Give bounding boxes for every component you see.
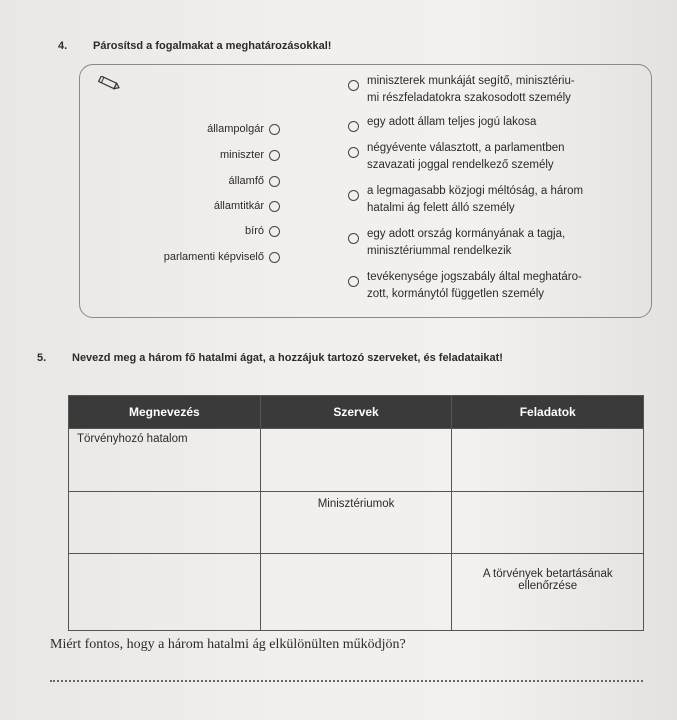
table-row — [69, 554, 644, 631]
term-allamfo: államfő — [228, 175, 264, 187]
cell-r1-name[interactable]: Törvényhozó hatalom — [69, 429, 261, 492]
header-megnevezes: Megnevezés — [69, 396, 261, 429]
def-circle-6[interactable] — [348, 276, 359, 287]
term-parlamenti-kepviselo: parlamenti képviselő — [163, 251, 264, 263]
definition-5: egy adott ország kormányának a tagja, minisztériummal rendelkezik — [367, 228, 566, 257]
task5-number: 5. — [37, 352, 47, 364]
term-allamtitkar: államtitkár — [213, 200, 264, 212]
header-szervek: Szervek — [260, 396, 452, 429]
branches-table — [68, 395, 644, 631]
answer-line[interactable] — [50, 680, 643, 682]
task4-instruction: Párosítsd a fogalmakat a meghatározásokkal! — [93, 40, 332, 52]
table-row — [69, 429, 644, 492]
cell-r2-organs[interactable]: Minisztériumok — [260, 492, 452, 554]
task4-number: 4. — [58, 40, 68, 52]
def-circle-1[interactable] — [348, 80, 359, 91]
term-biro: bíró — [245, 225, 264, 237]
cell-r3-tasks[interactable]: A törvények betartásának ellenőrzése — [452, 554, 644, 631]
term-miniszter: miniszter — [219, 149, 264, 161]
table-row — [69, 492, 644, 554]
cell-r1-tasks[interactable] — [452, 429, 644, 492]
essay-question: Miért fontos, hogy a három hatalmi ág elkülönülten működjön? — [50, 637, 406, 652]
task5-instruction: Nevezd meg a három fő hatalmi ágat, a hozzájuk tartozó szerveket, és feladataikat! — [72, 352, 503, 364]
definition-3: négyévente választott, a parlamentben szavazati joggal rendelkező személy — [367, 142, 565, 171]
definition-1: miniszterek munkáját segítő, minisztériu- mi részfeladatokra szakosodott személy — [367, 75, 575, 104]
cell-r3-organs[interactable] — [260, 554, 452, 631]
cell-r3-name[interactable] — [69, 554, 261, 631]
cell-r2-name[interactable] — [69, 492, 261, 554]
term-allampolgar: állampolgár — [207, 123, 264, 135]
term-circle-6[interactable] — [269, 252, 280, 263]
term-circle-5[interactable] — [269, 226, 280, 237]
def-circle-4[interactable] — [348, 190, 359, 201]
definition-2: egy adott állam teljes jogú lakosa — [367, 116, 537, 128]
pencil-icon — [97, 76, 121, 90]
term-circle-2[interactable] — [269, 150, 280, 161]
def-circle-3[interactable] — [348, 147, 359, 158]
def-circle-2[interactable] — [348, 121, 359, 132]
definition-6: tevékenysége jogszabály által meghatáro- zott, kormánytól független személy — [367, 271, 582, 300]
cell-r2-tasks[interactable] — [452, 492, 644, 554]
term-circle-3[interactable] — [269, 176, 280, 187]
term-circle-4[interactable] — [269, 201, 280, 212]
header-feladatok: Feladatok — [452, 396, 644, 429]
term-circle-1[interactable] — [269, 124, 280, 135]
definition-4: a legmagasabb közjogi méltóság, a három hatalmi ág felett álló személy — [367, 185, 584, 214]
def-circle-5[interactable] — [348, 233, 359, 244]
cell-r1-organs[interactable] — [260, 429, 452, 492]
